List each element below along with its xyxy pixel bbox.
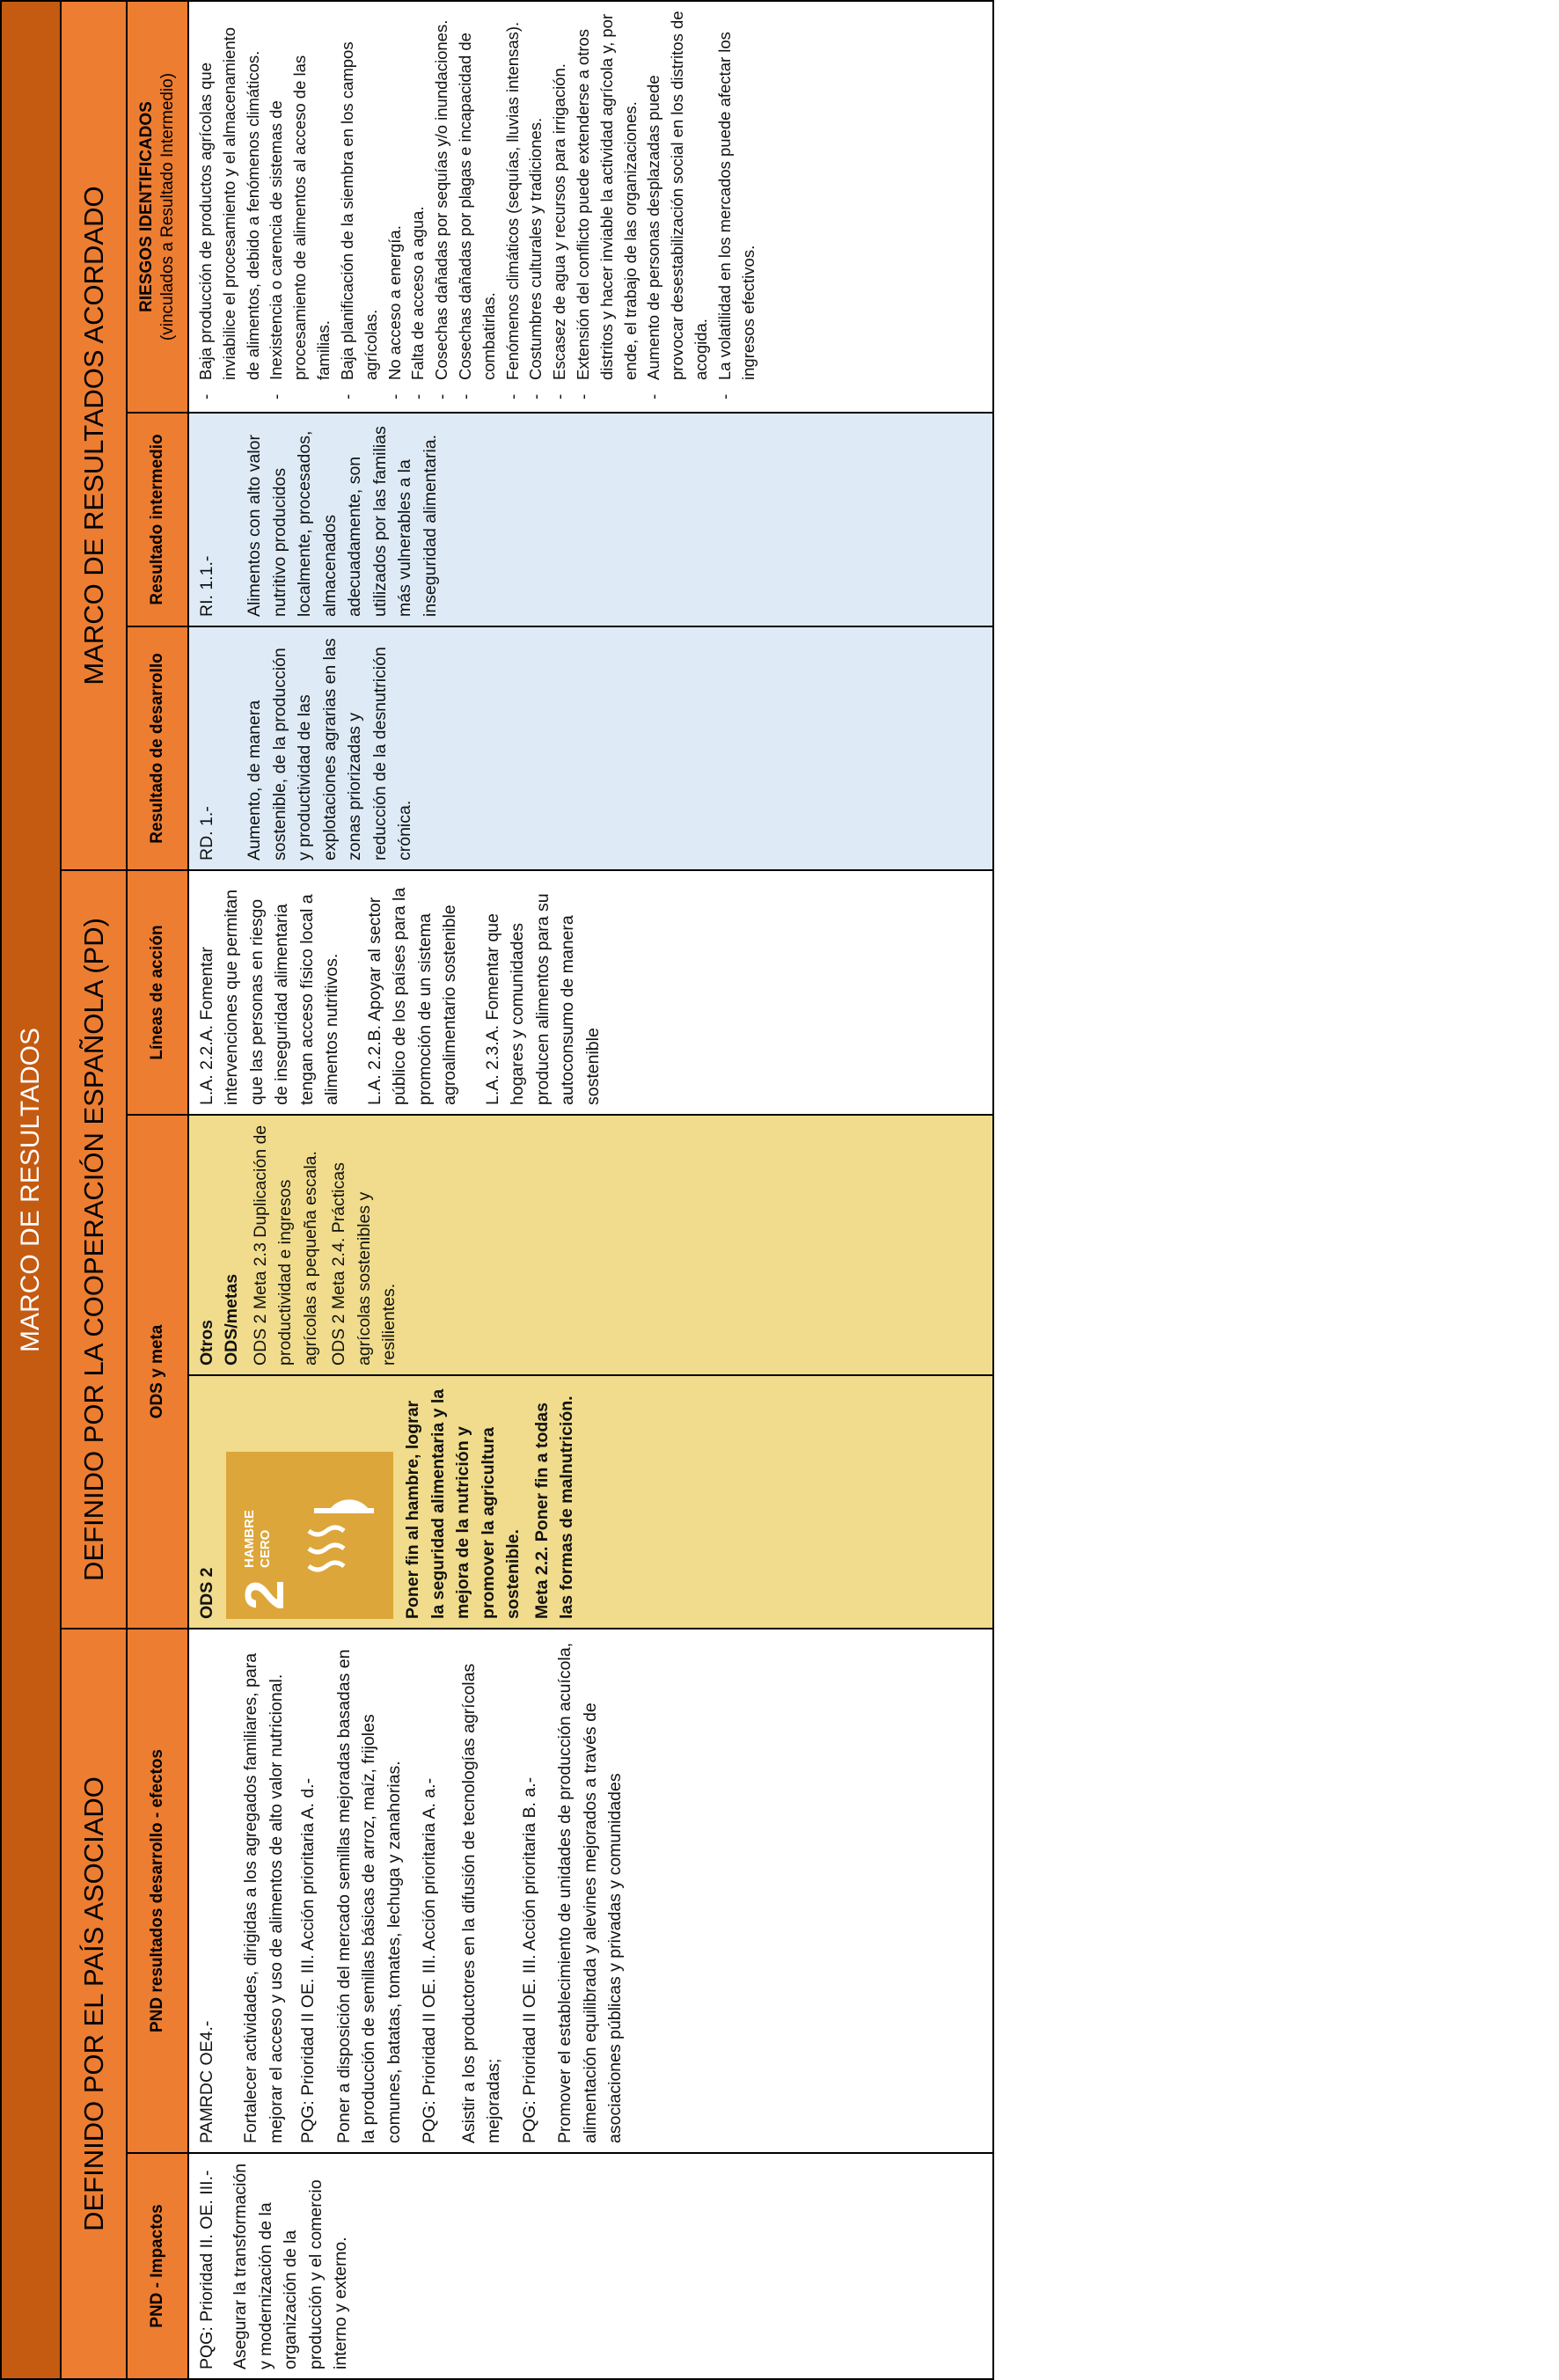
linea-accion-2: L.A. 2.2.B. Apoyar al sector público de los países para la promoción de un sistema agroalimentario sostenible xyxy=(364,887,460,1105)
riesgo-item: - Falta de acceso a agua. xyxy=(406,11,430,403)
cell-resultado-desarrollo xyxy=(187,626,994,871)
cell-resultado-intermedio xyxy=(187,412,994,627)
pnd-impactos-code: PQG: Prioridad II. OE. III.- xyxy=(197,2170,216,2369)
ods-objetivo: Poner fin al hambre, lograr la seguridad alimentaria y la mejora de la nutrición y promover la agricultura sostenible. xyxy=(403,1388,523,1619)
linea-accion-1: L.A. 2.2.A. Fomentar intervenciones que permitan que las personas en riesgo de inseguridad alimentaria tengan acceso físico local a alimentos nutritivos. xyxy=(197,890,342,1105)
pnd-impactos-text: Asegurar la transformación y modernización de la organización de la producción y el comercio interno y externo. xyxy=(231,2163,351,2369)
main-title xyxy=(0,0,62,2380)
riesgo-item: - Escasez de agua y recursos para irrigación. xyxy=(548,11,572,403)
header-lineas-accion xyxy=(126,869,189,1116)
header-ods-meta-text: ODS y meta xyxy=(148,1324,167,1419)
otros-ods-meta-2: ODS 2 Meta 2.4. Prácticas agrícolas sostenibles y resilientes. xyxy=(329,1162,399,1366)
pnd-resultados-text-3: Asistir a los productores en la difusión de tecnologías agrícolas mejoradas; xyxy=(458,1663,504,2143)
pnd-resultados-code-2: PQG: Prioridad II OE. III. Acción prioritaria A. d.- xyxy=(298,1777,318,2143)
resultado-intermedio-code: RI. 1.1.- xyxy=(197,555,216,617)
ods-meta: Meta 2.2. Poner fin a todas las formas de malnutrición. xyxy=(531,1395,577,1619)
riesgo-item: - Cosechas dañadas por sequías y/o inundaciones. xyxy=(430,11,454,403)
ods-label: ODS 2 xyxy=(197,1567,216,1619)
pnd-resultados-text-4: Promover el establecimiento de unidades de producción acuícola, alimentación equilibrada y alevines mejorados a través de asociaciones públicas y privadas y comunidades xyxy=(555,1642,626,2143)
otros-ods-meta-1: ODS 2 Meta 2.3 Duplicación de productividad e ingresos agrícolas a pequeña escala. xyxy=(250,1124,320,1366)
header-resultado-intermedio xyxy=(126,412,189,627)
cell-otros-ods xyxy=(187,1114,994,1376)
main-title-text: MARCO DE RESULTADOS xyxy=(16,1028,45,1352)
riesgo-item: - Baja planificación de la siembra en los campos agrícolas. xyxy=(336,11,384,403)
header-pnd-impactos xyxy=(126,2152,189,2380)
pnd-resultados-text-1: Fortalecer actividades, dirigidas a los agregados familiares, para mejorar el acceso y uso de alimentos de alto valor nutricional. xyxy=(241,1652,286,2143)
sdg-name: HAMBRE CERO xyxy=(242,1510,273,1568)
riesgo-item: - Costumbres culturales y tradiciones. xyxy=(524,11,548,403)
bowl-icon xyxy=(304,1478,374,1593)
resultado-desarrollo-code: RD. 1.- xyxy=(197,806,216,860)
riesgo-item: - Aumento de personas desplazadas puede provocar desestabilización social en los distritos de acogida. xyxy=(642,11,713,403)
section-acordado xyxy=(60,0,128,871)
header-resultado-desarrollo xyxy=(126,626,189,871)
header-pnd-impactos-text: PND - Impactos xyxy=(148,2204,167,2328)
section-cooperacion-label: DEFINIDO POR LA COOPERACIÓN ESPAÑOLA (PD) xyxy=(77,918,109,1581)
riesgo-item: - No acceso a energía. xyxy=(384,11,407,403)
otros-ods-title: Otros ODS/metas xyxy=(197,1273,242,1366)
riesgo-item: - Inexistencia o carencia de sistemas de procesamiento de alimentos al acceso de las familias. xyxy=(265,11,335,403)
header-riesgos xyxy=(126,0,189,414)
pnd-resultados-code-3: PQG: Prioridad II OE. III. Acción prioritaria A. a.- xyxy=(420,1777,440,2143)
section-pais-label: DEFINIDO POR EL PAÍS ASOCIADO xyxy=(77,1776,109,2231)
section-acordado-label: MARCO DE RESULTADOS ACORDADO xyxy=(77,186,109,685)
riesgo-item: - Extensión del conflicto puede extenderse a otros distritos y hacer inviable la actividad agrícola y, por ende, el trabajo de las organizaciones. xyxy=(572,11,642,403)
riesgo-item: - Fenómenos climáticos (sequías, lluvias intensas). xyxy=(501,11,525,403)
cell-riesgos xyxy=(187,0,994,414)
riesgo-item: - La volatilidad en los mercados puede afectar los ingresos efectivos. xyxy=(714,11,761,403)
sdg-2-hambre-cero-icon xyxy=(226,1452,393,1619)
header-riesgos-subtitle: (vinculados a Resultado Intermedio) xyxy=(158,72,177,341)
header-resultado-desarrollo-text: Resultado de desarrollo xyxy=(148,653,167,844)
cell-pnd-impactos xyxy=(187,2152,994,2380)
section-cooperacion xyxy=(60,869,128,1629)
riesgo-item: - Baja producción de productos agrícolas que inviabilice el procesamiento y el almacenamiento de alimentos, debido a fenómenos climáticos. xyxy=(194,11,265,403)
pnd-resultados-code-1: PAMRDC OE4.- xyxy=(197,2020,216,2143)
cell-pnd-resultados xyxy=(187,1628,994,2154)
riesgos-list xyxy=(194,11,761,403)
header-lineas-accion-text: Líneas de acción xyxy=(148,925,167,1060)
pnd-resultados-code-4: PQG: Prioridad II OE. III. Acción prioritaria B. a.- xyxy=(519,1776,539,2143)
header-ods-meta xyxy=(126,1114,189,1629)
header-resultado-intermedio-text: Resultado intermedio xyxy=(148,434,167,605)
sdg-number: 2 xyxy=(235,1579,296,1610)
cell-lineas-accion xyxy=(187,869,994,1116)
resultado-intermedio-text: Alimentos con alto valor nutritivo producidos localmente, procesados, almacenados adecuadamente, son utilizados por las familias más vulnerables a la inseguridad alimentaria. xyxy=(245,426,440,617)
cell-ods-principal xyxy=(187,1374,994,1629)
header-pnd-resultados-text: PND resultados desarrollo - efectos xyxy=(148,1748,167,2033)
linea-accion-3: L.A. 2.3.A. Fomentar que hogares y comunidades producen alimentos para su autoconsumo de manera sostenible xyxy=(482,893,603,1105)
header-pnd-resultados xyxy=(126,1628,189,2154)
resultado-desarrollo-text: Aumento, de manera sostenible, de la producción y productividad de las explotaciones agrarias en las zonas priorizadas y reducción de la desnutrición crónica. xyxy=(245,638,415,860)
riesgo-item: - Cosechas dañadas por plagas e incapacidad de combatirlas. xyxy=(454,11,501,403)
section-pais-asociado xyxy=(60,1628,128,2380)
pnd-resultados-text-2: Poner a disposición del mercado semillas mejoradas basadas en la producción de semillas básicas de arroz, maíz, frijoles comunes, batatas, tomates, lechuga y zanahorias. xyxy=(333,1649,404,2143)
header-riesgos-text: RIESGOS IDENTIFICADOS xyxy=(137,101,157,312)
